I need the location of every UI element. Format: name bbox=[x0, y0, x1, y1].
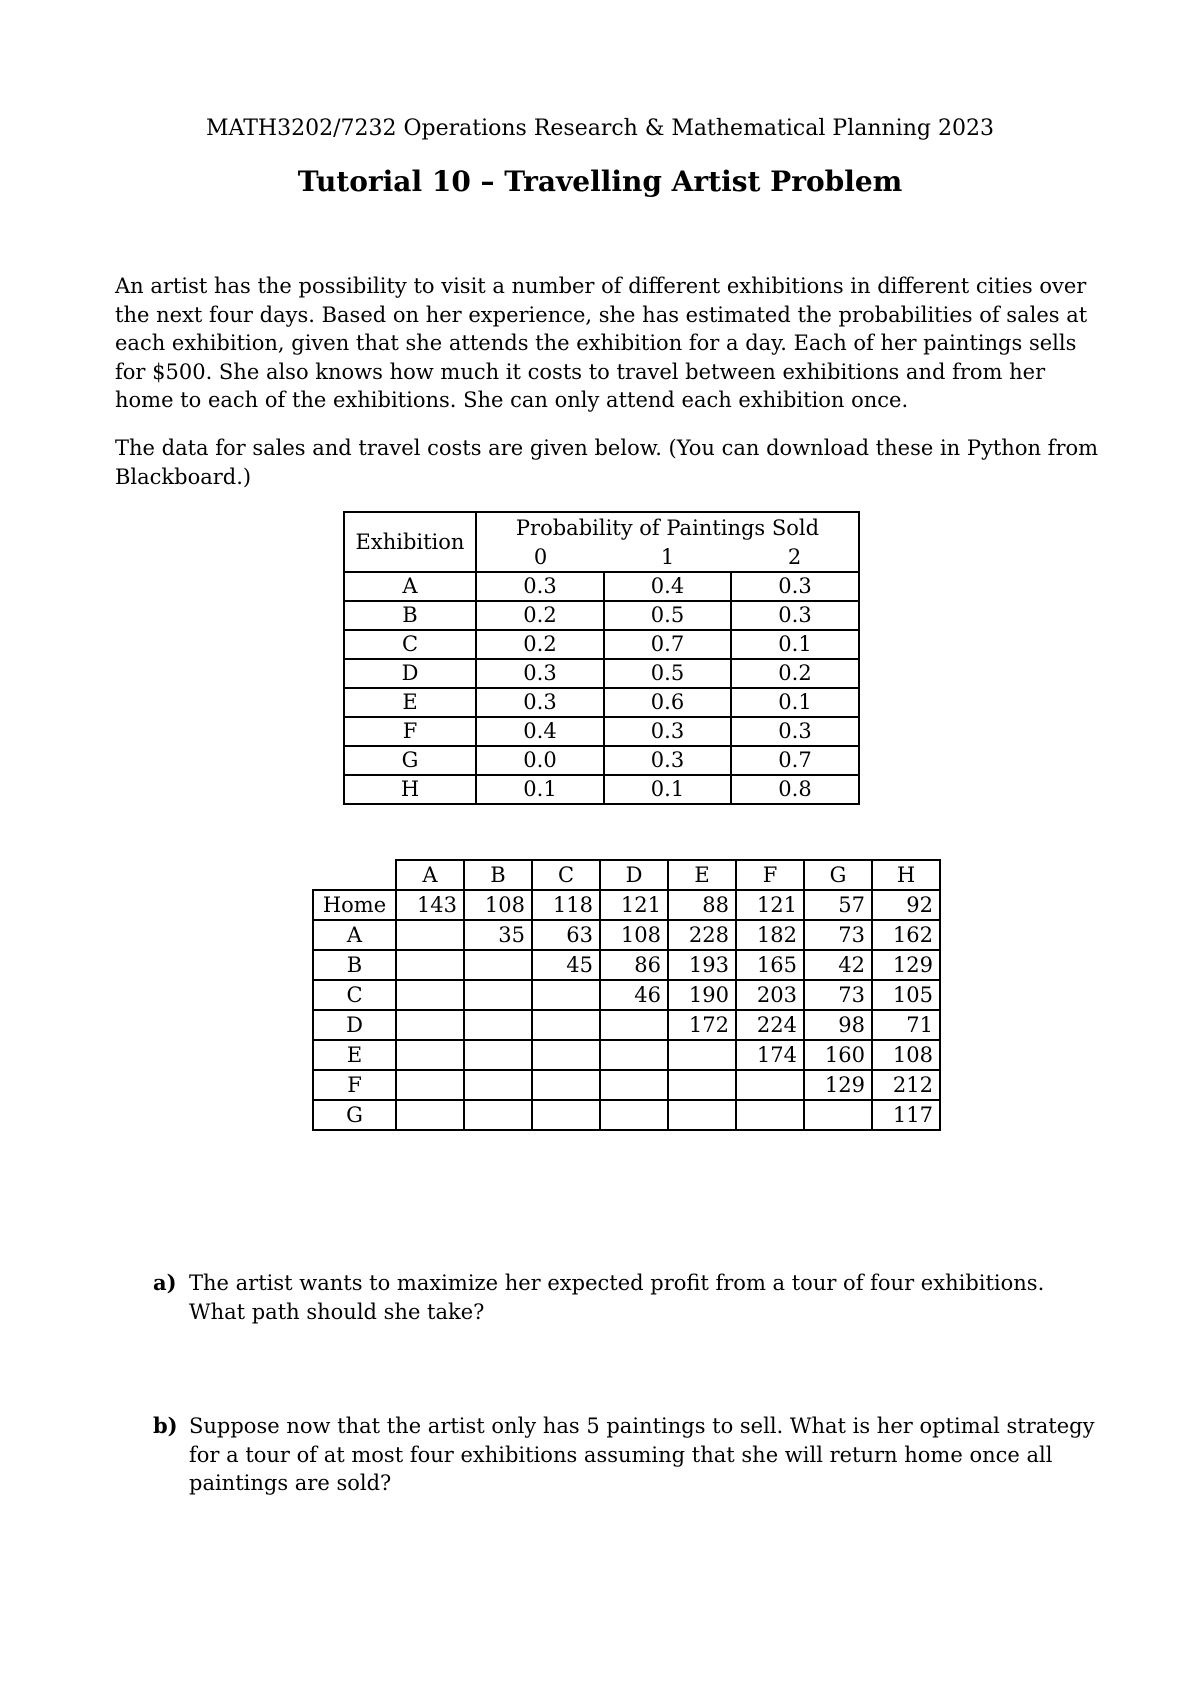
cost-cell: 108 bbox=[464, 890, 532, 920]
empty-cell bbox=[396, 1070, 464, 1100]
empty-cell bbox=[464, 950, 532, 980]
header-sold-1: 1 bbox=[604, 543, 731, 572]
table-row bbox=[344, 688, 859, 717]
probability-table bbox=[343, 511, 860, 805]
header-probability-title: Probability of Paintings Sold bbox=[476, 512, 859, 543]
table-row bbox=[313, 950, 940, 980]
cost-cell: 162 bbox=[872, 920, 940, 950]
cost-cell: 224 bbox=[736, 1010, 804, 1040]
cost-cell: 182 bbox=[736, 920, 804, 950]
table-row bbox=[344, 601, 859, 630]
table-row bbox=[344, 630, 859, 659]
header-sold-0: 0 bbox=[476, 543, 604, 572]
probability-cell: 0.3 bbox=[731, 601, 859, 630]
row-label: D bbox=[313, 1010, 396, 1040]
column-header: E bbox=[668, 860, 736, 890]
header-sold-2: 2 bbox=[731, 543, 859, 572]
cost-cell: 118 bbox=[532, 890, 600, 920]
cost-cell: 57 bbox=[804, 890, 872, 920]
empty-cell bbox=[396, 1100, 464, 1130]
probability-cell: 0.1 bbox=[476, 775, 604, 804]
cost-cell: 193 bbox=[668, 950, 736, 980]
cost-cell: 92 bbox=[872, 890, 940, 920]
cost-cell: 71 bbox=[872, 1010, 940, 1040]
exhibition-label: F bbox=[344, 717, 476, 746]
empty-cell bbox=[532, 1010, 600, 1040]
row-label: F bbox=[313, 1070, 396, 1100]
empty-cell bbox=[396, 1040, 464, 1070]
empty-cell bbox=[600, 1040, 668, 1070]
empty-cell bbox=[464, 1100, 532, 1130]
question-text: Suppose now that the artist only has 5 paintings to sell. What is her optimal strategy for a tour of at most four exhibitions assuming that she will return home once all paintings are sold? bbox=[189, 1414, 1095, 1496]
empty-cell bbox=[464, 1010, 532, 1040]
cost-cell: 212 bbox=[872, 1070, 940, 1100]
exhibition-label: D bbox=[344, 659, 476, 688]
cost-cell: 63 bbox=[532, 920, 600, 950]
exhibition-label: A bbox=[344, 572, 476, 601]
cost-cell: 46 bbox=[600, 980, 668, 1010]
table-row bbox=[313, 1100, 940, 1130]
probability-cell: 0.4 bbox=[476, 717, 604, 746]
cost-cell: 35 bbox=[464, 920, 532, 950]
cost-cell: 160 bbox=[804, 1040, 872, 1070]
cost-cell: 143 bbox=[396, 890, 464, 920]
cost-cell: 73 bbox=[804, 980, 872, 1010]
intro-paragraph-1: An artist has the possibility to visit a number of different exhibitions in different cities over the next four days. Based on her experience, she has estimated the probabilities of sales at each exhibition, given that she attends the exhibition for a day. Each of her paintings sells for $500. She also knows how much it costs to travel between exhibitions and from her home to each of the exhibitions. She can only attend each exhibition once. bbox=[115, 274, 1088, 413]
page-title: Tutorial 10 – Travelling Artist Problem bbox=[297, 165, 903, 198]
question-text: The artist wants to maximize her expected profit from a tour of four exhibitions. What path should she take? bbox=[189, 1271, 1045, 1324]
probability-cell: 0.3 bbox=[476, 659, 604, 688]
column-header: H bbox=[872, 860, 940, 890]
empty-cell bbox=[736, 1070, 804, 1100]
row-label: B bbox=[313, 950, 396, 980]
table-row bbox=[344, 775, 859, 804]
probability-cell: 0.3 bbox=[476, 688, 604, 717]
row-label: A bbox=[313, 920, 396, 950]
empty-cell bbox=[668, 1100, 736, 1130]
row-label: Home bbox=[313, 890, 396, 920]
question-a bbox=[153, 1269, 1103, 1326]
cost-cell: 45 bbox=[532, 950, 600, 980]
cost-cell: 88 bbox=[668, 890, 736, 920]
travel-cost-table bbox=[312, 859, 941, 1131]
probability-cell: 0.3 bbox=[604, 746, 731, 775]
probability-cell: 0.0 bbox=[476, 746, 604, 775]
cost-cell: 117 bbox=[872, 1100, 940, 1130]
cost-cell: 172 bbox=[668, 1010, 736, 1040]
empty-cell bbox=[396, 950, 464, 980]
empty-cell bbox=[668, 1040, 736, 1070]
cost-cell: 203 bbox=[736, 980, 804, 1010]
table-row bbox=[313, 920, 940, 950]
probability-cell: 0.2 bbox=[731, 659, 859, 688]
cost-cell: 121 bbox=[736, 890, 804, 920]
table-row bbox=[313, 890, 940, 920]
row-label: C bbox=[313, 980, 396, 1010]
column-header: C bbox=[532, 860, 600, 890]
probability-cell: 0.4 bbox=[604, 572, 731, 601]
row-label: G bbox=[313, 1100, 396, 1130]
probability-cell: 0.5 bbox=[604, 601, 731, 630]
probability-cell: 0.2 bbox=[476, 630, 604, 659]
table-row bbox=[313, 1070, 940, 1100]
cost-cell: 108 bbox=[872, 1040, 940, 1070]
probability-cell: 0.8 bbox=[731, 775, 859, 804]
course-line: MATH3202/7232 Operations Research & Mathematical Planning 2023 bbox=[206, 116, 994, 141]
table-row bbox=[344, 717, 859, 746]
cost-cell: 105 bbox=[872, 980, 940, 1010]
empty-cell bbox=[532, 1040, 600, 1070]
column-header: G bbox=[804, 860, 872, 890]
empty-cell bbox=[600, 1100, 668, 1130]
exhibition-label: B bbox=[344, 601, 476, 630]
column-header: A bbox=[396, 860, 464, 890]
probability-cell: 0.7 bbox=[731, 746, 859, 775]
probability-cell: 0.3 bbox=[604, 717, 731, 746]
cost-cell: 86 bbox=[600, 950, 668, 980]
table-row bbox=[344, 659, 859, 688]
probability-cell: 0.1 bbox=[731, 630, 859, 659]
cost-cell: 42 bbox=[804, 950, 872, 980]
empty-cell bbox=[736, 1100, 804, 1130]
exhibition-label: C bbox=[344, 630, 476, 659]
question-label: b) bbox=[153, 1413, 178, 1438]
cost-cell: 190 bbox=[668, 980, 736, 1010]
empty-cell bbox=[464, 1040, 532, 1070]
table-row bbox=[313, 1010, 940, 1040]
cost-cell: 121 bbox=[600, 890, 668, 920]
empty-cell bbox=[396, 920, 464, 950]
probability-cell: 0.1 bbox=[731, 688, 859, 717]
column-header: D bbox=[600, 860, 668, 890]
empty-cell bbox=[396, 980, 464, 1010]
question-label: a) bbox=[153, 1270, 177, 1295]
empty-cell bbox=[396, 1010, 464, 1040]
table-row bbox=[313, 1040, 940, 1070]
column-header: B bbox=[464, 860, 532, 890]
cost-cell: 129 bbox=[872, 950, 940, 980]
cost-cell: 108 bbox=[600, 920, 668, 950]
empty-cell bbox=[464, 1070, 532, 1100]
cost-cell: 73 bbox=[804, 920, 872, 950]
question-b bbox=[153, 1412, 1103, 1498]
probability-cell: 0.5 bbox=[604, 659, 731, 688]
exhibition-label: G bbox=[344, 746, 476, 775]
cost-cell: 174 bbox=[736, 1040, 804, 1070]
intro-paragraph-2: The data for sales and travel costs are given below. (You can download these in Python from Blackboard.) bbox=[115, 436, 1099, 489]
table-row bbox=[313, 980, 940, 1010]
table-row bbox=[344, 572, 859, 601]
empty-cell bbox=[668, 1070, 736, 1100]
cost-cell: 165 bbox=[736, 950, 804, 980]
empty-cell bbox=[600, 1010, 668, 1040]
probability-cell: 0.6 bbox=[604, 688, 731, 717]
corner-cell bbox=[313, 860, 396, 890]
empty-cell bbox=[532, 1100, 600, 1130]
empty-cell bbox=[600, 1070, 668, 1100]
probability-cell: 0.3 bbox=[476, 572, 604, 601]
empty-cell bbox=[532, 1070, 600, 1100]
cost-cell: 228 bbox=[668, 920, 736, 950]
cost-cell: 98 bbox=[804, 1010, 872, 1040]
probability-cell: 0.3 bbox=[731, 572, 859, 601]
cost-cell: 129 bbox=[804, 1070, 872, 1100]
table-row bbox=[344, 746, 859, 775]
probability-cell: 0.2 bbox=[476, 601, 604, 630]
exhibition-label: E bbox=[344, 688, 476, 717]
probability-cell: 0.1 bbox=[604, 775, 731, 804]
empty-cell bbox=[464, 980, 532, 1010]
probability-cell: 0.3 bbox=[731, 717, 859, 746]
exhibition-label: H bbox=[344, 775, 476, 804]
empty-cell bbox=[532, 980, 600, 1010]
probability-cell: 0.7 bbox=[604, 630, 731, 659]
empty-cell bbox=[804, 1100, 872, 1130]
header-exhibition: Exhibition bbox=[344, 512, 476, 572]
row-label: E bbox=[313, 1040, 396, 1070]
column-header: F bbox=[736, 860, 804, 890]
